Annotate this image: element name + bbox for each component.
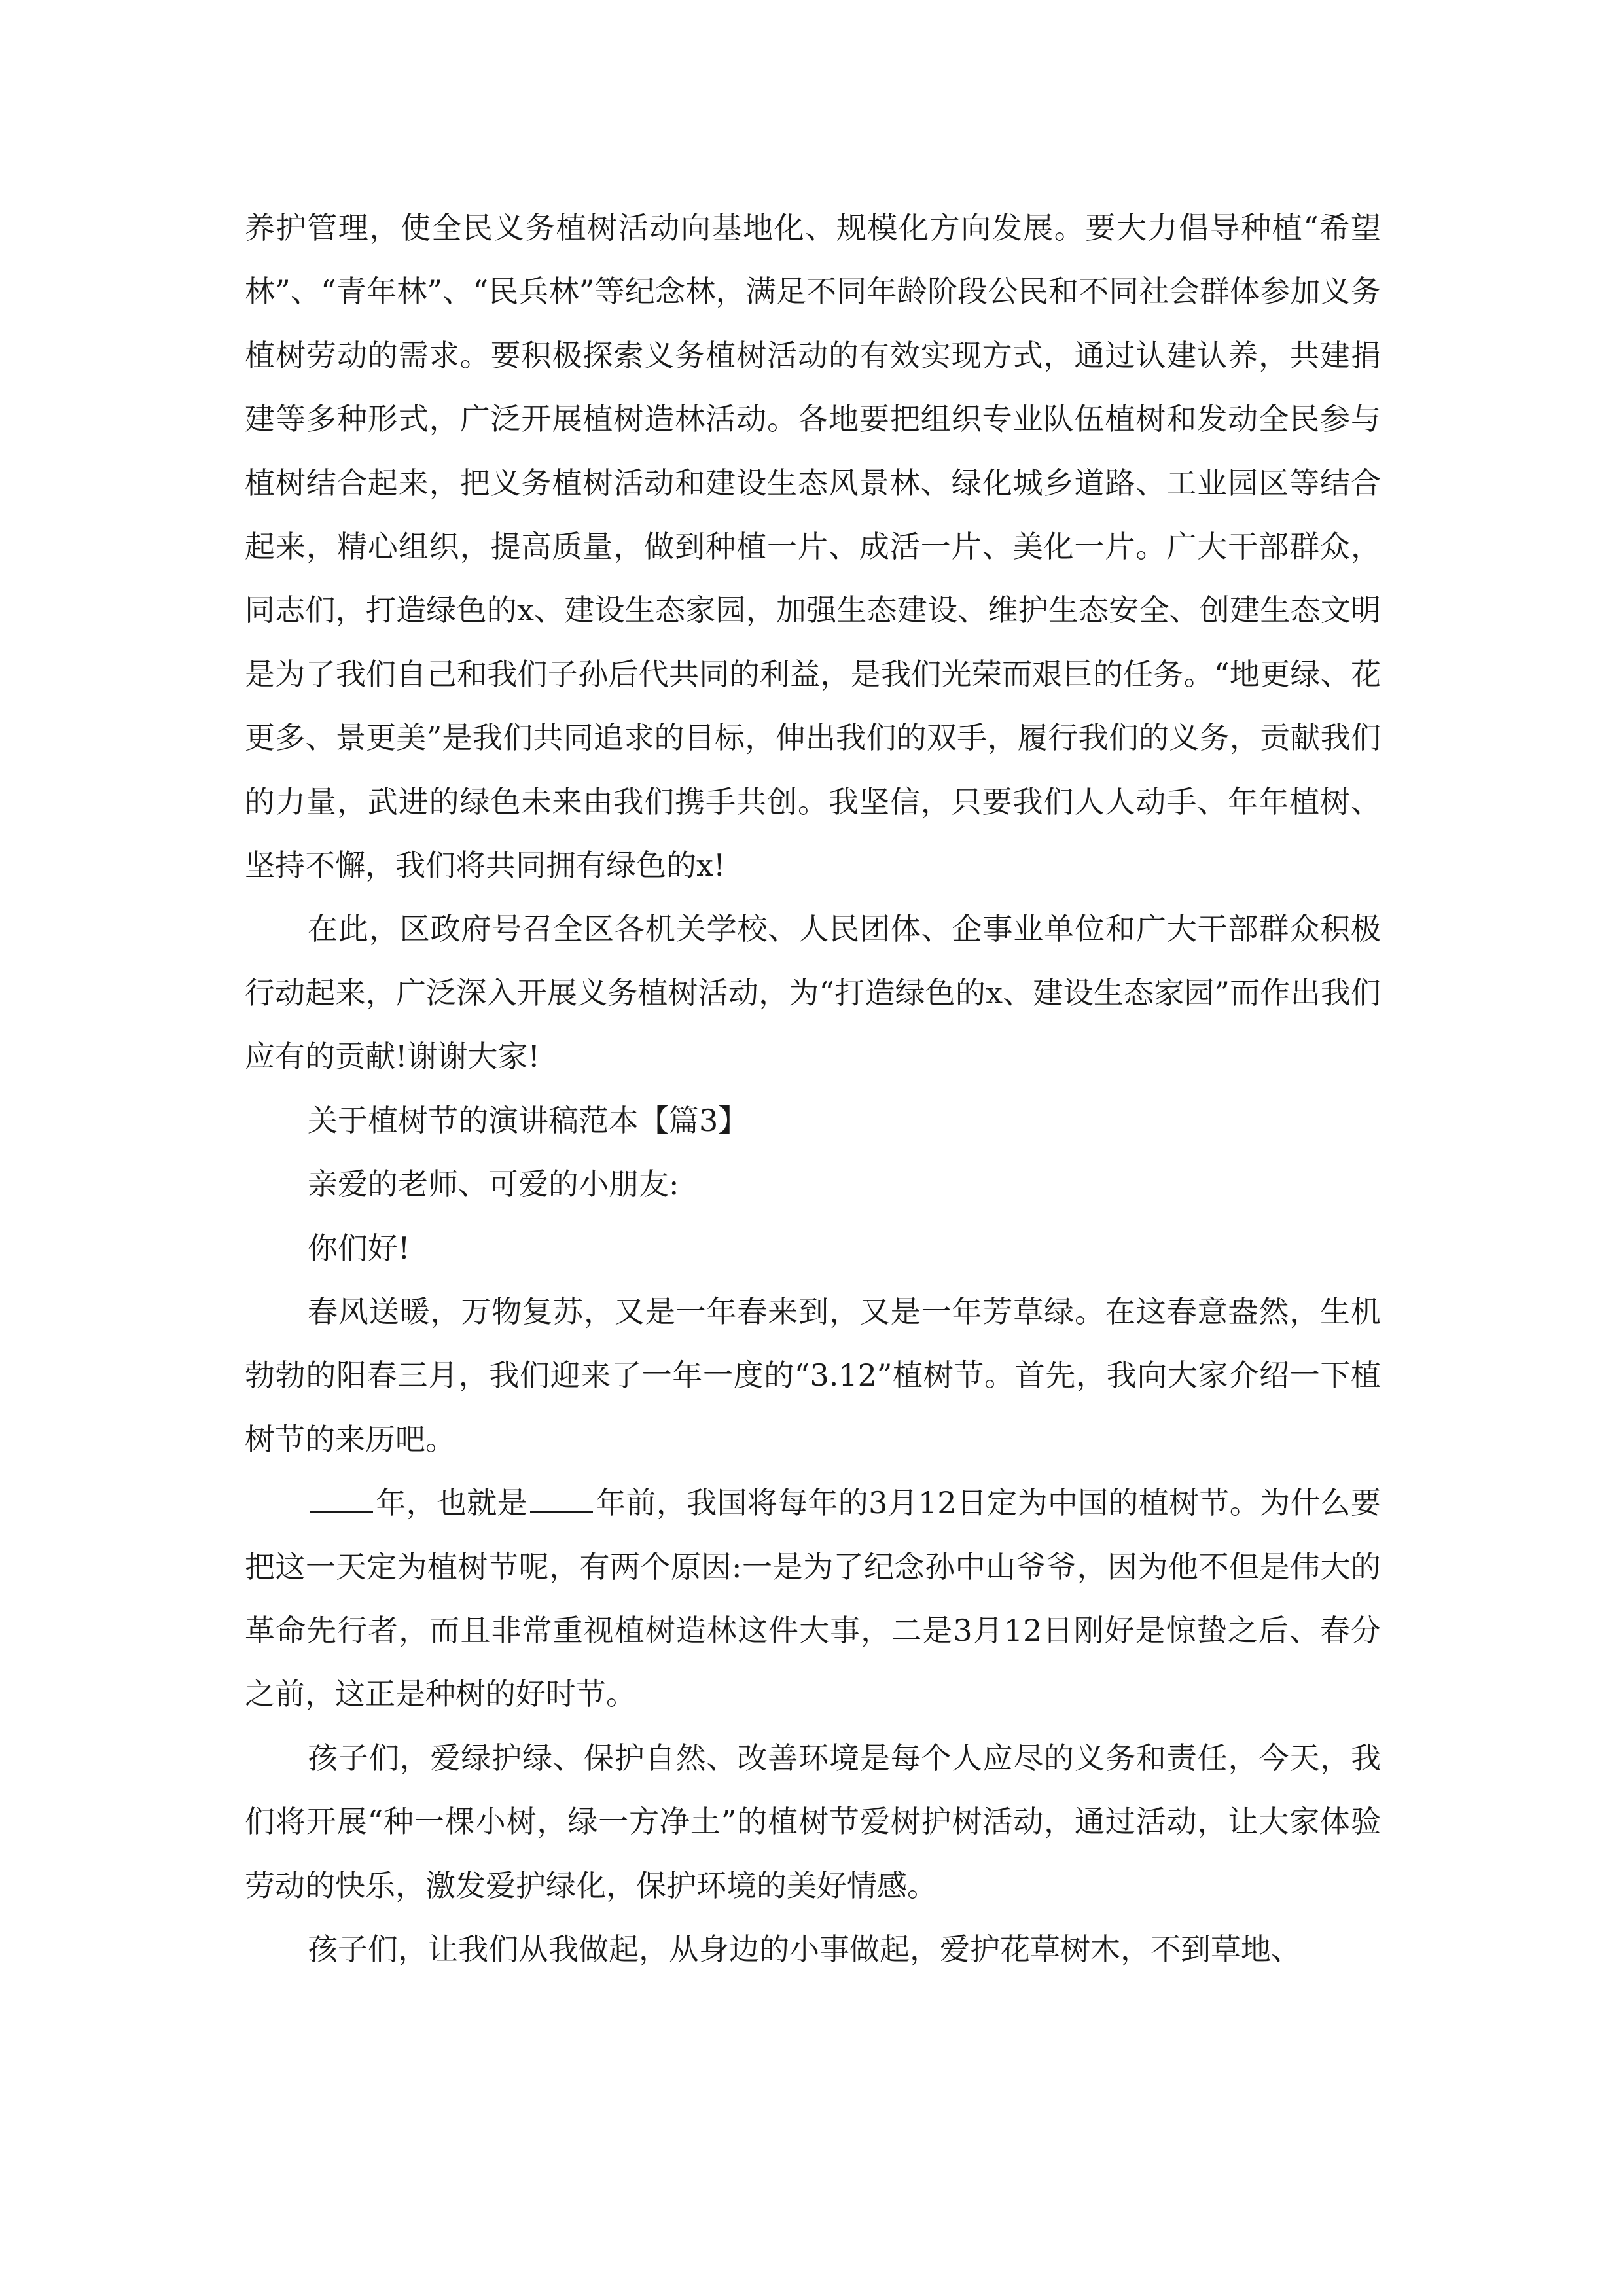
fill-in-blank xyxy=(310,1492,373,1513)
history-text-part2: 年前，我国将每年的3月12日定为中国的植树节。为什么要把这一天定为植树节呢，有两个原因:一是为了纪念孙中山爷爷，因为他不但是伟大的革命先行者，而且非常重视植树造林这件大事，二是3月12日刚好是惊蛰之后、春分之前，这正是种树的好时节。 xyxy=(245,1485,1381,1712)
salutation: 亲爱的老师、可爱的小朋友: xyxy=(308,1166,679,1202)
paragraph-spring-intro: 春风送暖，万物复苏，又是一年春来到，又是一年芳草绿。在这春意盎然，生机勃勃的阳春三月，我们迎来了一年一度的“3.12”植树节。首先，我向大家介绍一下植树节的来历吧。 xyxy=(245,1293,1381,1457)
paragraph-government-call: 在此，区政府号召全区各机关学校、人民团体、企事业单位和广大干部群众积极行动起来，广泛深入开展义务植树活动，为“打造绿色的x、建设生态家园”而作出我们应有的贡献!谢谢大家! xyxy=(245,911,1381,1075)
paragraph-children-duty: 孩子们，爱绿护绿、保护自然、改善环境是每个人应尽的义务和责任，今天，我们将开展“种一棵小树，绿一方净土”的植树节爱树护树活动，通过活动，让大家体验劳动的快乐，激发爱护绿化，保护环境的美好情感。 xyxy=(245,1740,1381,1903)
greeting: 你们好! xyxy=(308,1230,410,1266)
history-text-part1: 年，也就是 xyxy=(376,1485,527,1521)
paragraph-greening-management: 养护管理，使全民义务植树活动向基地化、规模化方向发展。要大力倡导种植“希望林”、“青年林”、“民兵林”等纪念林，满足不同年龄阶段公民和不同社会群体参加义务植树劳动的需求。要积极探索义务植树活动的有效实现方式，通过认建认养，共建捐建等多种形式，广泛开展植树造林活动。各地要把组织专业队伍植树和发动全民参与植树结合起来，把义务植树活动和建设生态风景林、绿化城乡道路、工业园区等结合起来，精心组织，提高质量，做到种植一片、成活一片、美化一片。广大干部群众，同志们，打造绿色的x、建设生态家园，加强生态建设、维护生态安全、创建生态文明是为了我们自己和我们子孙后代共同的利益，是我们光荣而艰巨的任务。“地更绿、花更多、景更美”是我们共同追求的目标，伸出我们的双手，履行我们的义务，贡献我们的力量，武进的绿色未来由我们携手共创。我坚信，只要我们人人动手、年年植树、坚持不懈，我们将共同拥有绿色的x! xyxy=(245,210,1381,884)
section-heading: 关于植树节的演讲稿范本【篇3】 xyxy=(308,1102,749,1138)
document-body xyxy=(245,196,1381,1981)
fill-in-blank xyxy=(530,1492,593,1513)
paragraph-arbor-day-history xyxy=(245,1471,1381,1727)
paragraph-start-from-me: 孩子们，让我们从我做起，从身边的小事做起，爱护花草树木，不到草地、 xyxy=(308,1931,1301,1967)
